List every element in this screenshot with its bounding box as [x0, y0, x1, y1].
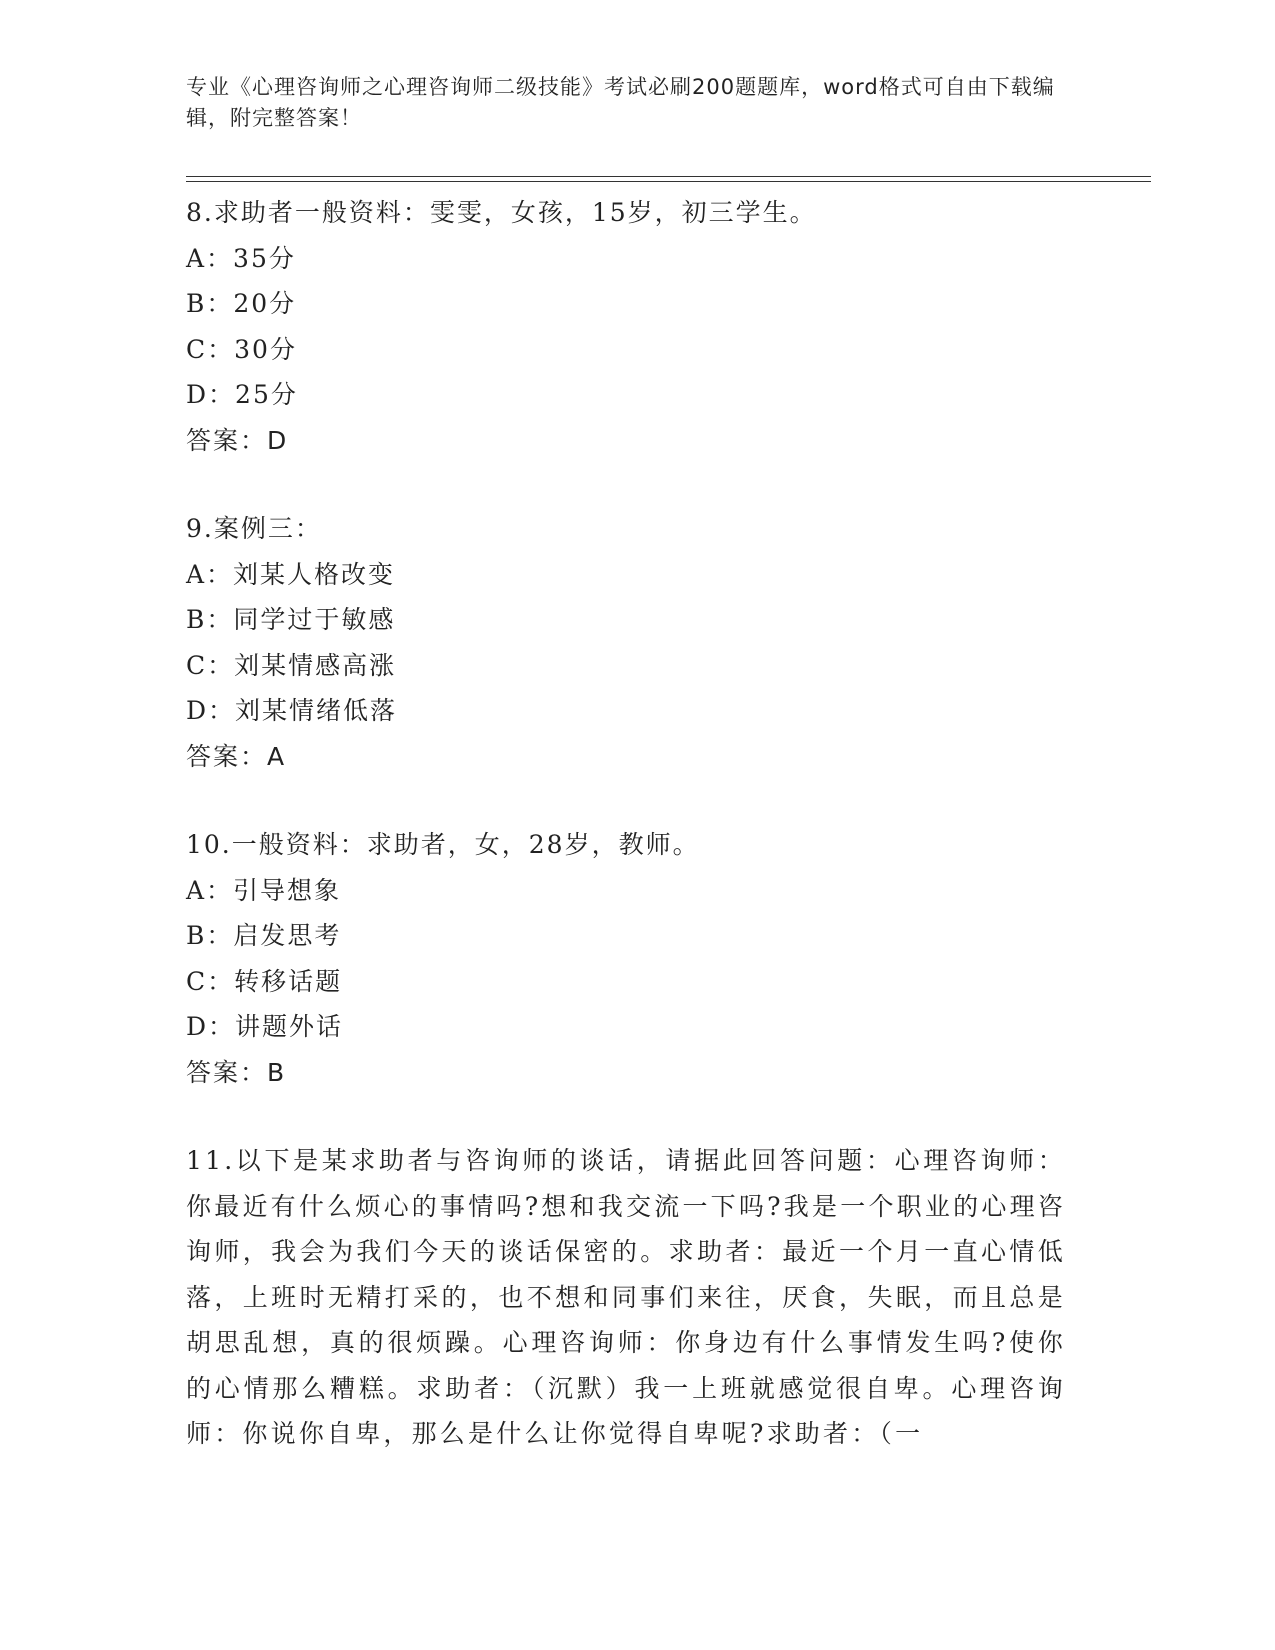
question-8 [186, 190, 1066, 463]
answer-line: 答案：D [186, 425, 289, 455]
document-header: 专业《心理咨询师之心理咨询师二级技能》考试必刷200题题库，word格式可自由下载编辑，附完整答案！ [186, 75, 1055, 130]
option-a: A：刘某人格改变 [186, 559, 396, 589]
option-d: D：刘某情绪低落 [186, 696, 398, 725]
option-b: B：20分 [186, 289, 297, 318]
option-b: B：启发思考 [186, 921, 342, 950]
option-d: D：讲题外话 [186, 1012, 344, 1041]
question-stem: 10.一般资料：求助者，女，28岁，教师。 [186, 830, 700, 859]
question-11-paragraph: 11.以下是某求助者与咨询师的谈话，请据此回答问题：心理咨询师：你最近有什么烦心的事情吗?想和我交流一下吗?我是一个职业的心理咨询师，我会为我们今天的谈话保密的。求助者：最近一个月一直心情低落，上班时无精打采的，也不想和同事们来往，厌食，失眠，而且总是胡思乱想，真的很烦躁。心理咨询师：你身边有什么事情发生吗?使你的心情那么糟糕。求助者：（沉默）我一上班就感觉很自卑。心理咨询师：你说你自卑，那么是什么让你觉得自卑呢?求助者：（一 [186, 1146, 1066, 1448]
option-a: A：35分 [186, 243, 296, 273]
answer-line: 答案：A [186, 741, 287, 771]
option-a: A：引导想象 [186, 875, 342, 905]
option-d: D：25分 [186, 380, 298, 409]
question-list [186, 190, 1066, 1457]
option-c: C：刘某情感高涨 [186, 650, 397, 680]
question-stem: 9.案例三： [186, 514, 322, 543]
option-b: B：同学过于敏感 [186, 605, 396, 634]
question-10 [186, 822, 1066, 1095]
header-divider-bottom [186, 181, 1151, 182]
answer-line: 答案：B [186, 1057, 287, 1087]
option-c: C：转移话题 [186, 966, 343, 996]
option-c: C：30分 [186, 334, 297, 364]
question-stem: 8.求助者一般资料：雯雯，女孩，15岁，初三学生。 [186, 198, 817, 227]
question-9 [186, 506, 1066, 779]
header-divider-top [186, 176, 1151, 177]
